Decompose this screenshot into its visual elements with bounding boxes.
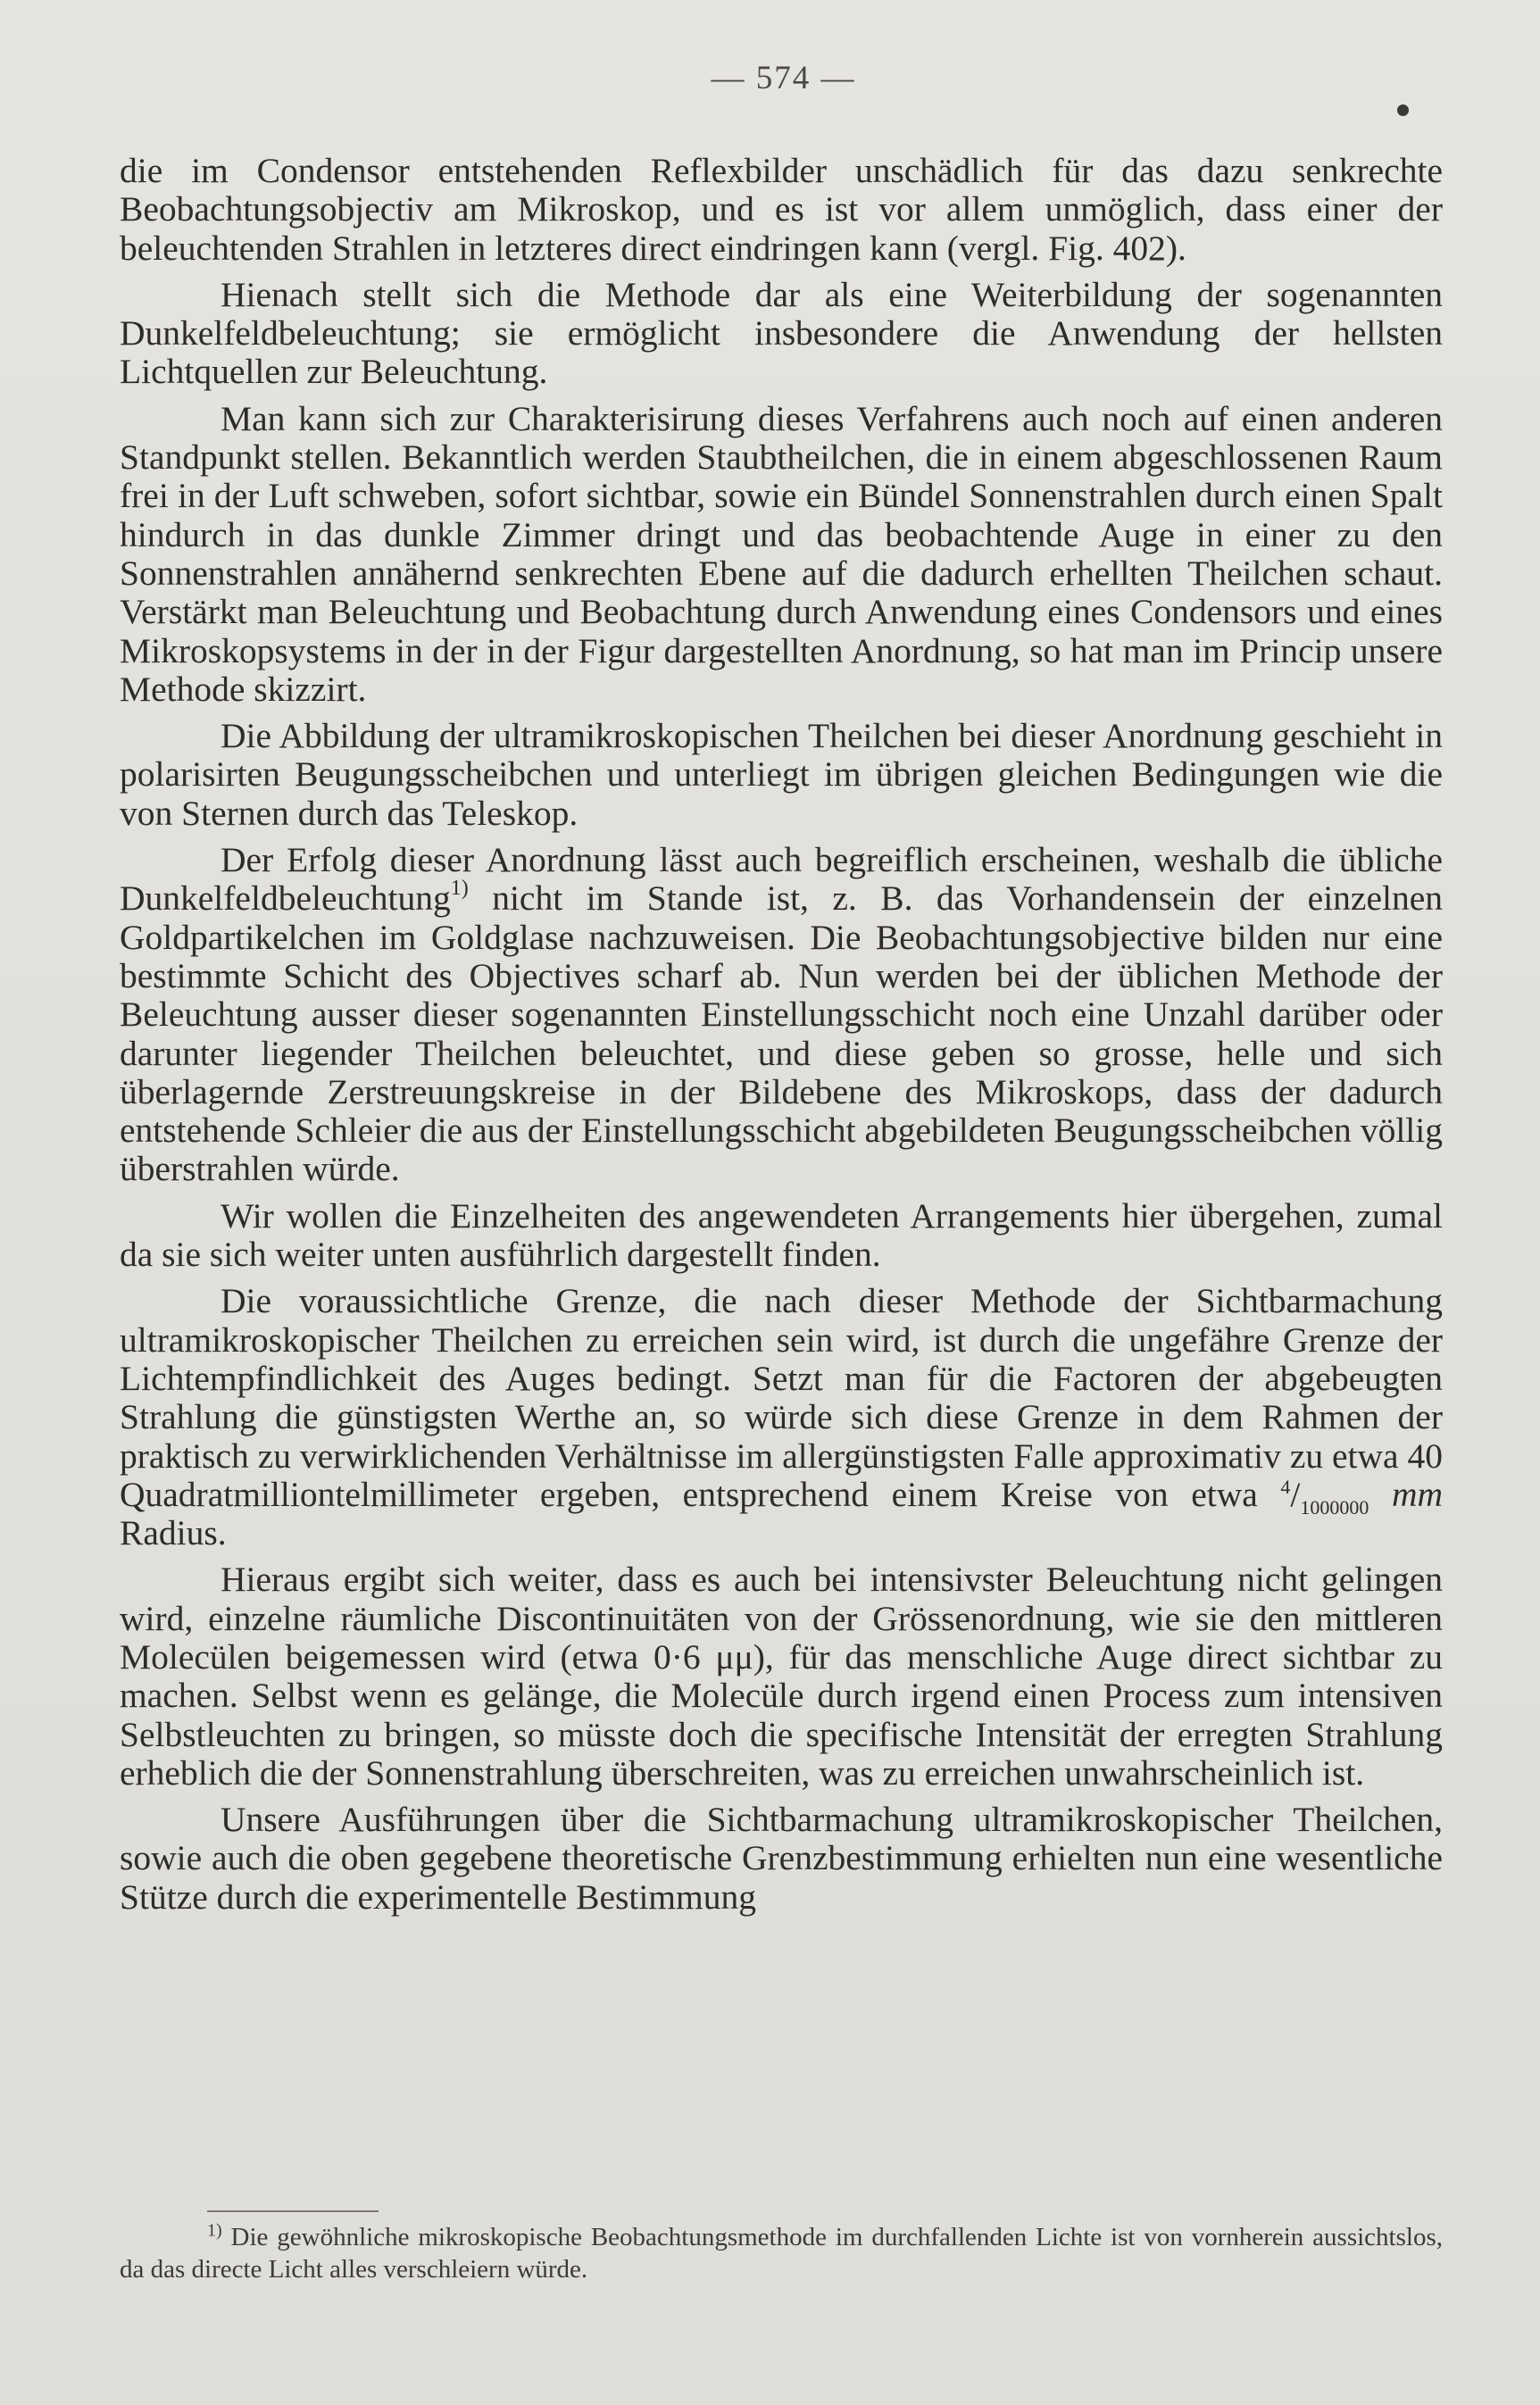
paragraph-text: Der Erfolg dieser Anordnung lässt auch begreiflich erscheinen, weshalb die übliche Dunkelfeldbeleuchtung	[120, 840, 1443, 919]
footnote-divider	[207, 2210, 379, 2212]
paragraph-text: die im Condensor entstehenden Reflexbilder unschädlich für das dazu senkrechte Beobachtungsobjectiv am Mikroskop, und es ist vor allem unmöglich, dass einer der beleuchtenden Strahlen in letzteres direct eindringen kann (vergl. Fig. 402).	[120, 151, 1443, 268]
ink-speck	[1397, 104, 1409, 116]
paragraph-9	[120, 1801, 1443, 1917]
paragraph-7	[120, 1282, 1443, 1552]
paragraph-text: nicht im Stande ist, z. B. das Vorhandensein der einzelnen Goldpartikelchen im Goldglase nachzuweisen. Die Beobachtungsobjective bilden nur eine bestimmte Schicht des Objectives scharf ab. Nun werden bei der üblichen Methode der Beleuchtung ausser dieser sogenannten Einstellungsschicht noch eine Unzahl darüber oder darunter liegender Theilchen beleuchtet, und diese geben so grosse, helle und sich überlagernde Zerstreuungskreise in der Bildebene des Mikroskops, dass der dadurch entstehende Schleier die aus der Einstellungsschicht abgebildeten Beugungsscheibchen völlig überstrahlen würde.	[120, 878, 1443, 1189]
footnote-reference: 1)	[450, 877, 469, 901]
paragraph-text: Hieraus ergibt sich weiter, dass es auch bei intensivster Beleuchtung nicht gelingen wird, einzelne räumliche Discontinuitäten von der Grössenordnung, wie sie den mittleren Molecülen beigemessen wird (etwa 0·6 μμ), für das menschliche Auge direct sichtbar zu machen. Selbst wenn es gelänge, die Molecüle durch irgend einen Process zum intensiven Selbstleuchten zu bringen, so müsste doch die specifische Intensität der erregten Strahlung erheblich die der Sonnenstrahlung überschreiten, was zu erreichen unwahrscheinlich ist.	[120, 1560, 1443, 1793]
paragraph-5	[120, 841, 1443, 1189]
fraction-denominator: 1000000	[1300, 1495, 1369, 1519]
footnote	[120, 2221, 1443, 2285]
paragraph-8	[120, 1560, 1443, 1793]
fraction-numerator: 4	[1280, 1475, 1291, 1498]
paragraph-text: Hienach stellt sich die Methode dar als eine Weiterbildung der sogenannten Dunkelfeldbeleuchtung; sie ermöglicht insbesondere die Anwendung der hellsten Lichtquellen zur Beleuchtung.	[120, 274, 1443, 392]
footnote-text: Die gewöhnliche mikroskopische Beobachtungsmethode im durchfallenden Lichte ist von vornherein aussichtslos, da das directe Licht alles verschleiern würde.	[120, 2223, 1443, 2284]
paragraph-text: Radius.	[120, 1513, 227, 1553]
footnote-marker: 1)	[207, 2220, 222, 2241]
paragraph-3	[120, 400, 1443, 709]
fraction-slash: /	[1290, 1474, 1301, 1514]
paragraph-1	[120, 152, 1443, 268]
paragraph-text: Die Abbildung der ultramikroskopischen Theilchen bei dieser Anordnung geschieht in polarisirten Beugungsscheibchen und unterliegt im übrigen gleichen Bedingungen wie die von Sternen durch das Teleskop.	[120, 716, 1443, 833]
paragraph-2	[120, 276, 1443, 392]
paragraph-text: Wir wollen die Einzelheiten des angewendeten Arrangements hier übergehen, zumal da sie sich weiter unten ausführlich dargestellt finden.	[120, 1195, 1443, 1275]
unit-mm: mm	[1369, 1474, 1443, 1514]
paragraph-text: Die voraussichtliche Grenze, die nach dieser Methode der Sichtbarmachung ultramikroskopischer Theilchen zu erreichen sein wird, ist durch die ungefähre Grenze der Lichtempfindlichkeit des Auges bedingt. Setzt man für die Factoren der abgebeugten Strahlung die günstigsten Werthe an, so würde sich diese Grenze in dem Rahmen der praktisch zu verwirklichenden Verhältnisse im allergünstigsten Falle approximativ zu etwa 40 Quadratmilliontelmillimeter ergeben, entsprechend einem Kreise von etwa	[120, 1281, 1443, 1514]
paragraph-4	[120, 717, 1443, 833]
paragraph-text: Unsere Ausführungen über die Sichtbarmachung ultramikroskopischer Theilchen, sowie auch die oben gegebene theoretische Grenzbestimmung erhielten nun eine wesentliche Stütze durch die experimentelle Bestimmung	[120, 1800, 1443, 1917]
page-number: — 574 —	[711, 60, 856, 96]
paragraph-6	[120, 1197, 1443, 1275]
paragraph-text: Man kann sich zur Charakterisirung dieses Verfahrens auch noch auf einen anderen Standpunkt stellen. Bekanntlich werden Staubtheilchen, die in einem abgeschlossenen Raum frei in der Luft schweben, sofort sichtbar, sowie ein Bündel Sonnenstrahlen durch einen Spalt hindurch in das dunkle Zimmer dringt und das beobachtende Auge in einer zu den Sonnenstrahlen annähernd senkrechten Ebene auf die dadurch erhellten Theilchen schaut. Verstärkt man Beleuchtung und Beobachtung durch Anwendung eines Condensors und eines Mikroskopsystems in der in der Figur dargestellten Anordnung, so hat man im Princip unsere Methode skizzirt.	[120, 398, 1443, 709]
body-text	[120, 152, 1443, 1917]
footnote-paragraph	[120, 2221, 1443, 2285]
